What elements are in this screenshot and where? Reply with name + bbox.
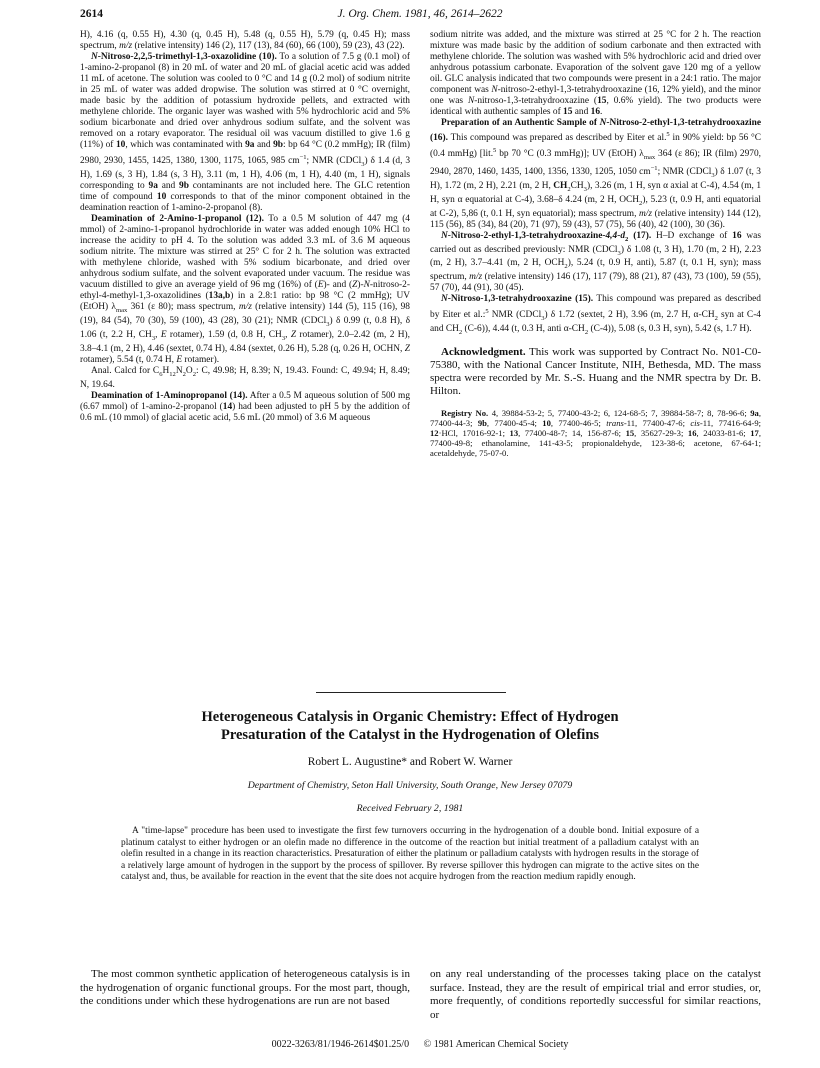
received-date: Received February 2, 1981 [356,803,464,814]
right-column-paragraph: Acknowledgment. This work was supported by Contract No. N01-C0-75380, with the National Cancer Institute, NIH, Bethesda, MD. The mass spectra were recorded by Mr. S.-S. Huang and the NMR spectra by Dr. B. Hilton. [430,345,761,397]
right-column-paragraph: sodium nitrite was added, and the mixture was stirred at 25 °C for 2 h. The reaction mixture was made basic by the addition of sodium carbonate and then extracted with methylene chloride. The solution was washed with 5% hydrochloric acid and dried over anhydrous potassium carbonate. Evaporation of the solvent gave 120 mg of a yellow oil. GLC analysis indicated that two compounds were present in a 24:1 ratio. The major component was N-nitroso-2-ethyl-1,3-tetrahydrooxazine (16, 12% yield), and the minor one was N-nitroso-1,3-tetrahydrooxazine (15, 0.6% yield). The two products were identical with authentic samples of 15 and 16. [430,30,761,118]
body-text-right: on any real understanding of the processes taking place on the catalyst surface. Instead, they are the result of empirical trial and error studies, or, more frequently, of conditions reportedly successful for similar reactions, or [430,968,761,1021]
article-code: 0022-3263/81/1946-2614$01.25/0 [271,1039,410,1050]
right-column-paragraph: $N-Nitroso-2-ethyl-1,3-tetrahydrooxazine-4,4-d_2$ (17). H–D exchange of 16 was carried out as described previously: NMR (CDCl$_3$) δ 1.08 (t, 3 H), 1.70 (m, 2 H), 2.23 (m, 2 H), 3.7–4.41 (m, 2 H, $OCH_2$), 5.24 (t, 0.9 H, anti), 5.87 (t, 0.1 H, syn); mass spectrum, m/z (relative intensity) 146 (17), 117 (79), 88 (21), 87 (43), 73 (100), 59 (55), 57 (70), 44 (91), 30 (45). [430,230,762,294]
right-column-paragraph: Preparation of an Authentic Sample of N-Nitroso-2-ethyl-1,3-tetrahydrooxazine (16). This compound was prepared as described by Eiter et al.$^5$ in 90% yield: bp 56 °C (0.4 mmHg) [lit.$^5$ bp 70 °C (0.3 mmHg)]; UV (EtOH) $\lambda_{max}$ 364 (ε 86); IR (film) 2970, 2940, 2870, 1460, 1435, 1400, 1356, 1330, 1205, 1050 $cm^{-1}$; NMR (CDCl$_3$) δ 1.07 (t, 3 H), 1.72 (m, 2 H), 2.21 (m, 2 H, $CH_2CH_3$), 3.26 (m, 1 H, syn α axial at C-4), 4.54 (m, 1 H, syn α equatorial at C-4), 3.68–δ 4.24 (m, 2 H, $OCH_2$), 5.23 (t, 0.9 H, anti equatorial at C-2), 5,86 (t, 0.1 H, syn equatorial); mass spectrum, m/z (relative intensity) 144 (12), 115 (56), 85 (34), 84 (20), 71 (97), 59 (43), 57 (75), 56 (40), 42 (100), 30 (36). [430,118,762,230]
left-column-paragraph: Deamination of 1-Aminopropanol (14). After a 0.5 M aqueous solution of 500 mg (6.67 mmol) of 1-amino-2-propanol (14) had been adjusted to pH 5 by the addition of 0.6 mL (10 mmol) of glacial acetic acid, 5.6 mL (20 mmol) of 3.6 M aqueous [80,390,411,424]
right-column-paragraph: N-Nitroso-1,3-tetrahydrooxazine (15). This compound was prepared as described by Eiter et al.:$^5$ NMR (CDCl$_3$) δ 1.72 (sextet, 2 H), 3.96 (m, 2.7 H, $\alpha-CH_2$ syn at C-4 and $CH_2$ (C-6)), 4.44 (t, 0.3 H, anti $\alpha-CH_2$ (C-4)), 5.08 (s, 0.3 H, syn), 5.42 (s, 1.7 H). [430,294,761,336]
body-text-left: The most common synthetic application of heterogeneous catalysis is in the hydrogenation of organic functional groups. For the most part, though, the conditions under which these hydrogenations are run are not based [80,968,410,1007]
left-column-paragraph: Deamination of 2-Amino-1-propanol (12). To a 0.5 M solution of 447 mg (4 mmol) of 2-amino-1-propanol hydrochloride in water was added enough 10% HCl to increase the acidity to pH 4. To the solution was added 3.3 mL of 3.6 M aqueous sodium nitrite. The mixture was stirred at 25° C for 2 h. The solution was extracted with methylene chloride, washed with 5% sodium bicarbonate, and dried over anhydrous sodium sulfate, and the solvent evaporated under vacuum. The residue was vacuum distilled to give an average yield of 96 mg (16%) of (E)- and (Z)-N-nitroso-2-ethyl-4-methyl-1,3-oxazolidines (13a,b) in a 2.8:1 ratio: bp 98 °C (2 mmHg); UV (EtOH) $\lambda_{max}$ 361 (ε 80); mass spectrum, m/z (relative intensity) 144 (5), 115 (16), 98 (19), 84 (54), 70 (30), 59 (100), 43 (28), 30 (21); NMR (CDCl$_3$) δ 0.99 (t, 0.8 H), δ 1.06 (t, 2.2 H, $CH_3$, E rotamer), 1.59 (d, 0.8 H, $CH_3$, Z rotamer), 2.0–2.42 (m, 2 H), 3.8–4.1 (m, 2 H), 4.46 (sextet, 0.74 H), 4.84 (sextet, 0.26 H), 5.28 (q, 0.26 H, OCHN, Z rotamer), 5.54 (t, 0.74 H, E rotamer). [80,213,411,365]
left-column-paragraph: H), 4.16 (q, 0.55 H), 4.30 (q, 0.45 H), 5.48 (q, 0.55 H), 5.79 (q, 0.45 H); mass spectrum, m/z (relative intensity) 146 (2), 117 (13), 84 (60), 66 (100), 59 (23), 43 (22). [80,30,410,52]
journal-citation: J. Org. Chem. 1981, 46, 2614–2622 [337,8,503,20]
copyright: © 1981 American Chemical Society [423,1039,569,1050]
left-column-experimental [80,30,410,424]
article-title [100,708,720,744]
right-column-paragraph: Registry No. 4, 39884-53-2; 5, 77400-43-2; 6, 124-68-5; 7, 39884-58-7; 8, 78-96-6; 9a, 77400-44-3; 9b, 77400-45-4; 10, 77400-46-5; trans-11, 77400-47-6; cis-11, 77416-64-9; 12·HCl, 17016-92-1; 13, 77400-48-7; 14, 156-87-6; 15, 35627-29-3; 16, 24033-81-6; 17, 77400-49-8; ethanolamine, 141-43-5; propionaldehyde, 123-38-6; acetone, 67-64-1; acetaldehyde, 75-07-0. [430,407,762,459]
article-title-line-1: Heterogeneous Catalysis in Organic Chemistry: Effect of Hydrogen [201,709,619,725]
article-title-line-2: Presaturation of the Catalyst in the Hydrogenation of Olefins [220,727,600,743]
section-divider [316,692,506,693]
article-affiliation: Department of Chemistry, Seton Hall University, South Orange, New Jersey 07079 [247,780,573,791]
right-column-experimental [430,30,761,459]
article-authors: Robert L. Augustine* and Robert W. Warner [307,756,513,768]
left-column-paragraph: Anal. Calcd for $C_6H_{12}N_2O_2$: C, 49.98; H, 8.39; N, 19.43. Found: C, 49.94; H, 8.49; N, 19.64. [80,365,410,390]
page-number: 2614 [80,8,103,20]
abstract: A "time-lapse" procedure has been used to investigate the first few turnovers occurring in the hydrogenation of a double bond. Initial exposure of a platinum catalyst to either hydrogen or an olefin made no difference in the outcome of the reaction but initial treatment of a palladium catalyst with an olefin resulted in a change in its reaction characteristics. Presaturation of either the platinum or palladium catalysts with hydrogen results in the storage of a relatively large amount of hydrogen in the support by the process of spillover. By reverse spillover this hydrogen can migrate to the active sites on the catalyst and, thus, be available for reaction in the event that the site does not acquire hydrogen from the reaction medium rapidly enough. [121,826,699,883]
page-footer [80,1039,760,1050]
running-header [80,8,760,26]
left-column-paragraph: N-Nitroso-2,2,5-trimethyl-1,3-oxazolidine (10). To a solution of 7.5 g (0.1 mol) of 1-amino-2-propanol (8) in 20 mL of water and 20 mL of glacial acetic acid was added 11 mL of acetone. The solution was cooled to 0 °C and 14 g (0.2 mol) of sodium nitrite in 25 mL of water was added dropwise. The solution was stirred at 0 °C overnight, made basic by the addition of potassium hydroxide pellets, and extracted with methylene chloride. The organic layer was washed with 5% hydrochloric acid and 5% sodium bicarbonate and dried over anhydrous sodium sulfate, and the solvent was removed on a rotary evaporator. The residual oil was vacuum distilled to give 1.6 g (11%) of 10, which was contaminated with 9a and 9b: bp 64 °C (0.2 mmHg); IR (film) 2980, 2930, 1455, 1425, 1380, 1300, 1175, 1065, 985 $cm^{-1}$; NMR (CDCl$_3$) δ 1.4 (d, 3 H), 1.69 (s, 3 H), 1.84 (s, 3 H), 3.11 (m, 1 H), 4.06 (m, 1 H), 4.40 (m, 1 H), signals corresponding to 9a and 9b contaminants are not included here. The GLC retention time of compound 10 corresponds to that of the minor component obtained in the deamination reaction of 1-amino-2-propanol (8). [80,52,411,213]
